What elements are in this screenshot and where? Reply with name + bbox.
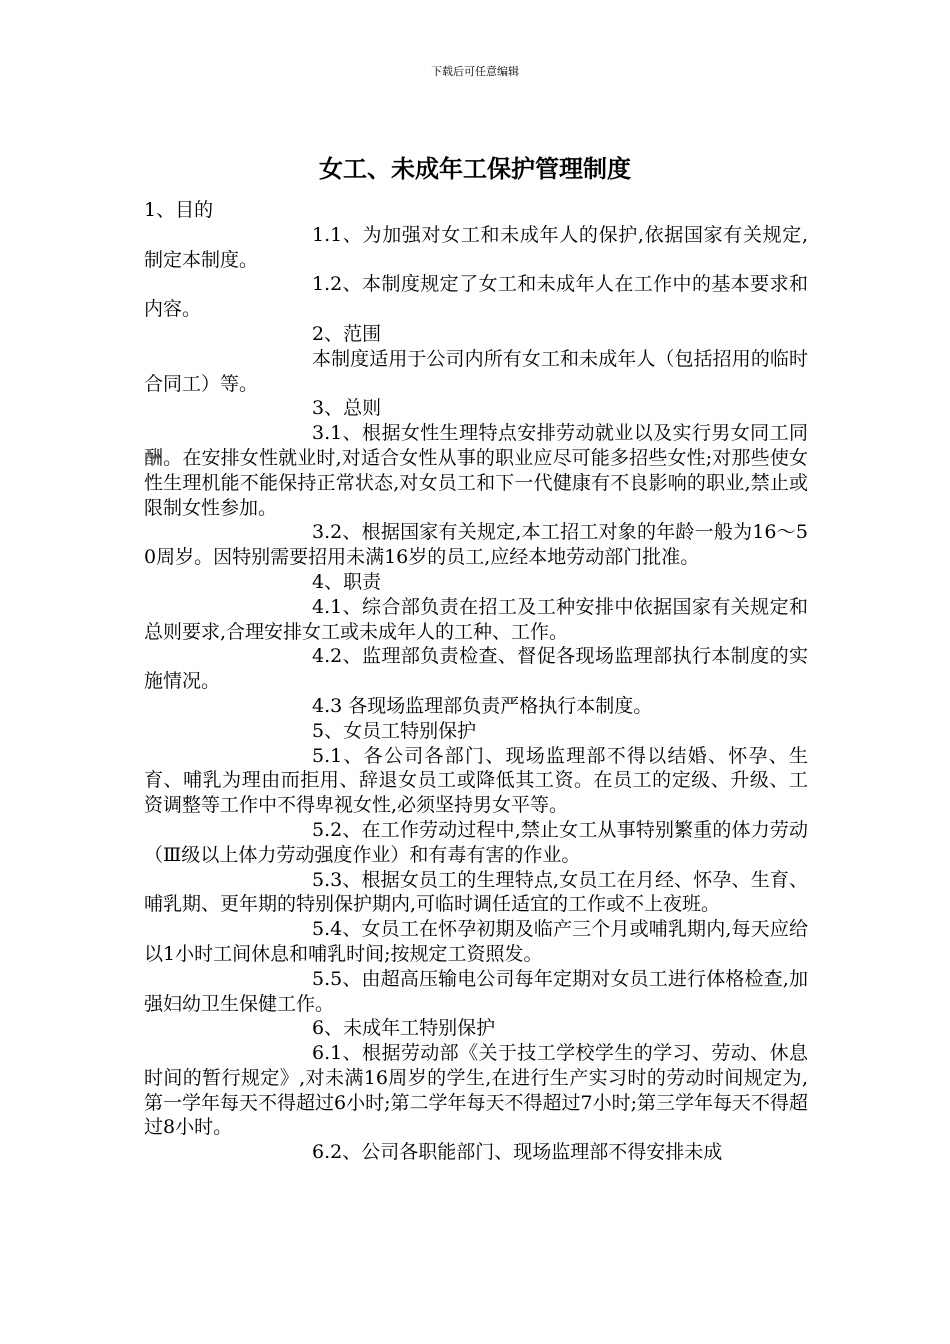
clause-1-2: 1.2、本制度规定了女工和未成年人在工作中的基本要求和内容。 xyxy=(144,273,808,321)
page-header: 下载后可任意编辑 xyxy=(431,65,519,78)
clause-5-3: 5.3、根据女员工的生理特点,女员工在月经、怀孕、生育、哺乳期、更年期的特别保护期内,可临时调任适宜的工作或不上夜班。 xyxy=(144,868,808,916)
section-heading-female-protection: 5、女员工特别保护 xyxy=(312,719,477,742)
section-heading-duties: 4、职责 xyxy=(312,570,382,593)
document-body xyxy=(144,198,808,1165)
clause-6-2: 6.2、公司各职能部门、现场监理部不得安排未成 xyxy=(312,1141,723,1164)
clause-5-5: 5.5、由超高压输电公司每年定期对女员工进行体格检查,加强妇幼卫生保健工作。 xyxy=(144,967,808,1015)
clause-5-4: 5.4、女员工在怀孕初期及临产三个月或哺乳期内,每天应给以1小时工间休息和哺乳时间;按规定工资照发。 xyxy=(144,918,808,965)
clause-4-2: 4.2、监理部负责检查、督促各现场监理部执行本制度的实施情况。 xyxy=(144,645,808,693)
clause-3-1: 3.1、根据女性生理特点安排劳动就业以及实行男女同工同酬。在安排女性就业时,对适合女性从事的职业应尽可能多招些女性;对那些使女性生理机能不能保持正常状态,对女员工和下一代健康有不良影响的职业,禁止或限制女性参加。 xyxy=(144,422,808,519)
section-heading-minor-protection: 6、未成年工特别保护 xyxy=(312,1017,496,1040)
clause-4-1: 4.1、综合部负责在招工及工种安排中依据国家有关规定和总则要求,合理安排女工或未成年人的工种、工作。 xyxy=(144,595,808,643)
scope-paragraph: 本制度适用于公司内所有女工和未成年人（包括招用的临时合同工）等。 xyxy=(144,347,808,395)
clause-1-1: 1.1、为加强对女工和未成年人的保护,依据国家有关规定,制定本制度。 xyxy=(144,223,808,271)
clause-5-2: 5.2、在工作劳动过程中,禁止女工从事特别繁重的体力劳动（Ⅲ级以上体力劳动强度作业）和有毒有害的作业。 xyxy=(144,818,808,866)
clause-4-3: 4.3 各现场监理部负责严格执行本制度。 xyxy=(312,694,653,717)
clause-6-1: 6.1、根据劳动部《关于技工学校学生的学习、劳动、休息时间的暂行规定》,对未满16周岁的学生,在进行生产实习时的劳动时间规定为,第一学年每天不得超过6小时;第二学年每天不得超过7小时;第三学年每天不得超过8小时。 xyxy=(144,1042,808,1139)
section-heading-purpose: 1、目的 xyxy=(144,199,214,221)
section-heading-general: 3、总则 xyxy=(312,397,382,420)
document-title: 女工、未成年工保护管理制度 xyxy=(319,155,631,183)
clause-5-1: 5.1、各公司各部门、现场监理部不得以结婚、怀孕、生育、哺乳为理由而拒用、辞退女员工或降低其工资。在员工的定级、升级、工资调整等工作中不得卑视女性,必须坚持男女平等。 xyxy=(144,744,808,817)
clause-3-2: 3.2、根据国家有关规定,本工招工对象的年龄一般为16～50周岁。因特别需要招用未满16岁的员工,应经本地劳动部门批准。 xyxy=(144,521,808,569)
section-heading-scope: 2、范围 xyxy=(312,322,382,345)
